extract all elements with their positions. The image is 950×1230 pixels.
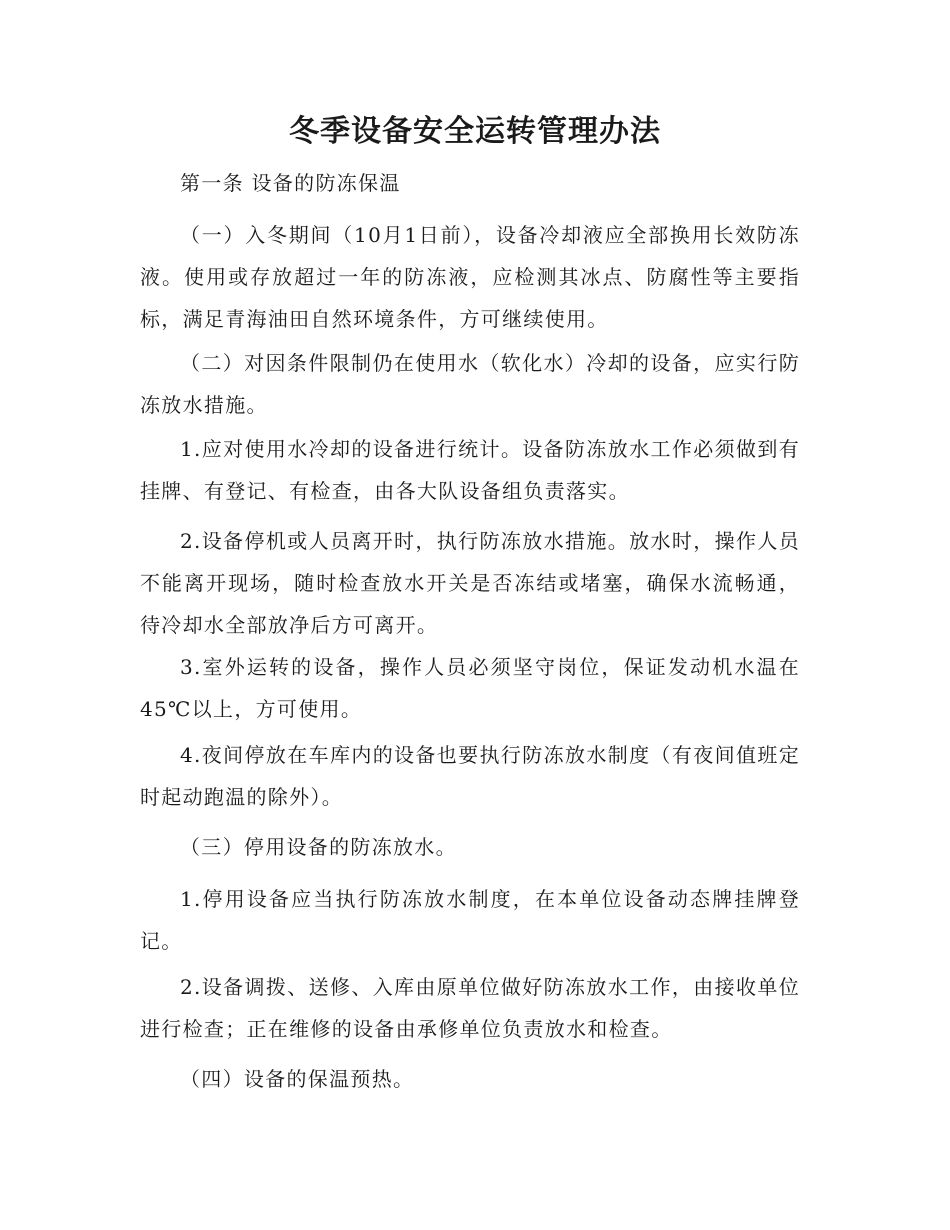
paragraph-4: 2.设备停机或人员离开时，执行防冻放水措施。放水时，操作人员不能离开现场，随时检查放水开关是否冻结或堵塞，确保水流畅通，待冷却水全部放净后方可离开。: [140, 529, 800, 637]
paragraph-3: 1.应对使用水冷却的设备进行统计。设备防冻放水工作必须做到有挂牌、有登记、有检查，由各大队设备组负责落实。: [140, 437, 800, 503]
paragraph-2: （二）对因条件限制仍在使用水（软化水）冷却的设备，应实行防冻放水措施。: [140, 351, 800, 417]
article-heading: 第一条 设备的防冻保温: [180, 171, 401, 195]
paragraph-7: （三）停用设备的防冻放水。: [180, 835, 457, 859]
paragraph-1: （一）入冬期间（10月1日前），设备冷却液应全部换用长效防冻液。使用或存放超过一年的防冻液，应检测其冰点、防腐性等主要指标，满足青海油田自然环境条件，方可继续使用。: [140, 223, 800, 331]
paragraph-5: 3.室外运转的设备，操作人员必须坚守岗位，保证发动机水温在45℃以上，方可使用。: [140, 655, 800, 721]
paragraph-8: 1.停用设备应当执行防冻放水制度，在本单位设备动态牌挂牌登记。: [140, 887, 800, 953]
paragraph-6: 4.夜间停放在车库内的设备也要执行防冻放水制度（有夜间值班定时起动跑温的除外）。: [140, 743, 800, 809]
paragraph-10: （四）设备的保温预热。: [180, 1067, 415, 1091]
paragraph-9: 2.设备调拨、送修、入库由原单位做好防冻放水工作，由接收单位进行检查；正在维修的设备由承修单位负责放水和检查。: [140, 975, 800, 1041]
document-title: 冬季设备安全运转管理办法: [289, 114, 661, 149]
